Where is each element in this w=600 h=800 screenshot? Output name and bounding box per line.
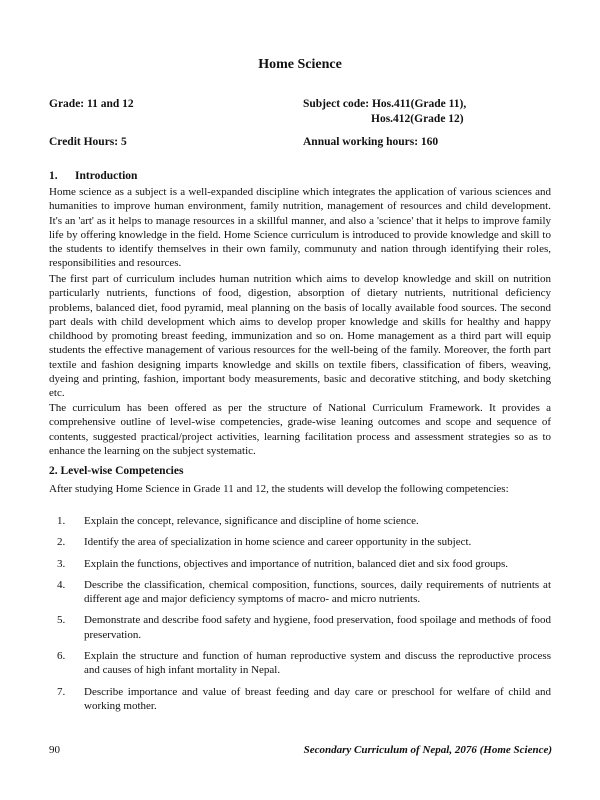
list-item-text: Demonstrate and describe food safety and hygiene, food preservation, food spoilage and methods of food preservation. — [84, 614, 551, 641]
list-item-text: Describe the classification, chemical composition, functions, sources, daily requirements of nutrients at different age and major deficiency symptoms of macro- and micro nutrients. — [84, 578, 551, 606]
intro-paragraph-1: Home science as a subject is a well-expanded discipline which integrates the application of various sciences and humanities to improve human environment, family nutrition, management of resources and child development. It's an 'art' as it helps to manage resources in a skillful manner, and also a 'science' that it helps to improve family life by offering knowledge in the field. Home Science curriculum is introduced to provide knowledge and skill to the students to identify themselves in their own family, communuty and nation through identifying their roles, responsibilities and resources. — [49, 186, 551, 270]
section-heading-competencies: 2. Level-wise Competencies — [49, 465, 184, 477]
list-item-number: 7. — [57, 685, 66, 698]
list-item — [49, 514, 551, 528]
page-title: Home Science — [258, 57, 342, 72]
running-footer-title: Secondary Curriculum of Nepal, 2076 (Home Science) — [303, 744, 552, 756]
credit-hours: Credit Hours: 5 — [49, 136, 127, 148]
list-item-text: Explain the concept, relevance, significance and discipline of home science. — [84, 515, 419, 527]
list-item — [49, 685, 551, 714]
list-item-number: 4. — [57, 578, 66, 591]
grade-label: Grade: 11 and 12 — [49, 98, 134, 110]
page-number: 90 — [49, 744, 60, 756]
list-item-number: 6. — [57, 650, 66, 663]
list-item-text: Describe importance and value of breast feeding and day care or preschool for welfare of child and working mother. — [84, 685, 551, 712]
list-item-number: 1. — [57, 515, 66, 527]
competencies-intro: After studying Home Science in Grade 11 and 12, the students will develop the following competencies: — [49, 483, 509, 495]
annual-working-hours: Annual working hours: 160 — [303, 136, 439, 148]
subject-code-line1: Subject code: Hos.411(Grade 11), — [303, 98, 467, 110]
competency-list — [49, 514, 551, 720]
list-item — [49, 613, 551, 642]
list-item-text: Explain the functions, objectives and importance of nutrition, balanced diet and six food groups. — [84, 557, 509, 570]
list-item — [49, 557, 551, 571]
list-item-text: Identify the area of specialization in home science and career opportunity in the subject. — [84, 536, 472, 549]
list-item — [49, 649, 551, 678]
section-heading-text: Introduction — [75, 170, 138, 182]
intro-paragraph-2: The first part of curriculum includes human nutrition which aims to develop knowledge and skill on nutrition particularly nutrients, functions of food, digestion, absorption of dietary nutrients, nutritional deficiency problems, balanced diet, food pyramid, meal planning on the basis of locally available food sources. The second part deals with child development which aims to develop proper knowledge and skills for healthy and happy childhood by promoting breast feeding, immunization and so on. Home management as a third part will equip students the effective management of various resources for the well-being of the family. Moreover, the forth part textile and fashion designing imparts knowledge and skills on textile fibers, classification of fibers, weaving, dyeing and printing, fashion, important body measurements, basic and decorative stitching, and body sketching etc. — [49, 273, 551, 400]
list-item-number: 3. — [57, 557, 66, 570]
list-item-number: 5. — [57, 614, 66, 627]
list-item — [49, 535, 551, 549]
list-item-text: Explain the structure and function of human reproductive system and discuss the reproductive process and causes of high infant mortality in Nepal. — [84, 650, 551, 677]
list-item — [49, 578, 551, 607]
section-number: 1. — [49, 170, 58, 182]
subject-code-line2: Hos.412(Grade 12) — [371, 113, 464, 125]
section-heading-introduction — [49, 170, 137, 182]
list-item-number: 2. — [57, 536, 66, 549]
intro-paragraph-3: The curriculum has been offered as per the structure of National Curriculum Framework. It provides a comprehensive outline of level-wise competencies, grade-wise leaning outcomes and scope and sequence of contents, suggested practical/project activities, learning facilitation process and assessment strategies so as to enhance the learning on the subject systematic. — [49, 402, 551, 457]
